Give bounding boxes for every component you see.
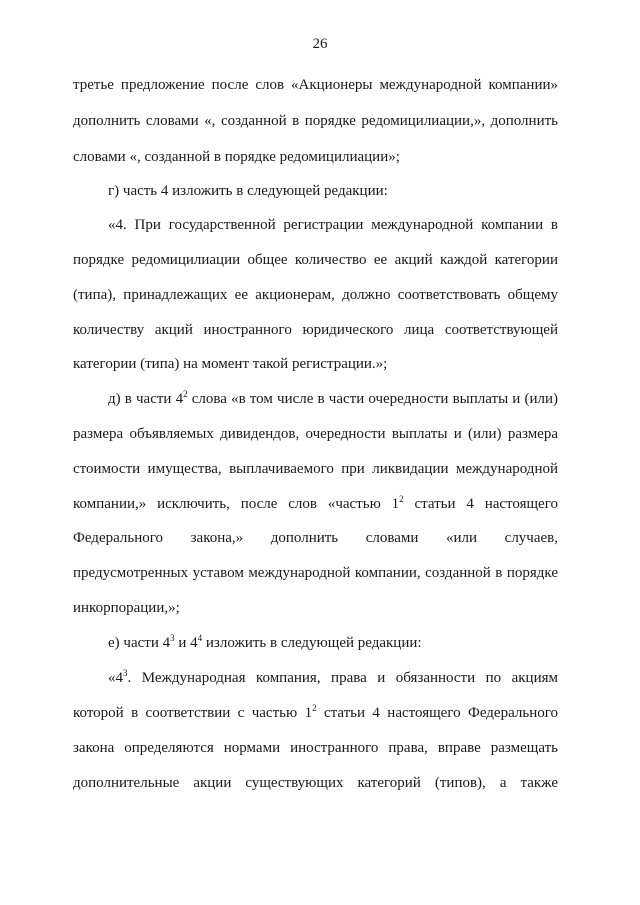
- text-segment: «4: [108, 670, 123, 686]
- text-line: размера объявляемых дивидендов, очередности выплаты и (или) размера: [73, 426, 558, 442]
- text-line: количеству акций иностранного юридического лица соответствующей: [73, 322, 558, 338]
- text-segment: статьи 4 настоящего: [403, 496, 558, 512]
- text-line: порядке редомицилиации общее количество ее акций каждой категории: [73, 252, 558, 268]
- superscript: 2: [399, 494, 404, 504]
- superscript: 3: [170, 633, 175, 643]
- text-line: предусмотренных уставом международной компании, созданной в порядке: [73, 565, 558, 581]
- text-segment: . Международная компания, права и обязанности по акциям: [127, 670, 558, 686]
- text-line: закона определяются нормами иностранного права, вправе размещать: [73, 740, 558, 756]
- superscript: 4: [197, 633, 203, 643]
- text-line: дополнить словами «, созданной в порядке редомицилиации,», дополнить: [73, 113, 558, 129]
- superscript: 3: [123, 668, 128, 678]
- text-segment: слова «в том числе в части очередности выплаты и (или): [187, 391, 558, 407]
- text-line: Федерального закона,» дополнить словами «или случаев,: [73, 530, 558, 546]
- text-line: [108, 390, 558, 408]
- text-segment: компании,» исключить, после слов «частью 1: [73, 496, 400, 512]
- text-line: словами «, созданной в порядке редомицилиации»;: [73, 149, 400, 165]
- superscript: 2: [312, 703, 317, 713]
- text-line: категории (типа) на момент такой регистрации.»;: [73, 356, 388, 372]
- text-line: (типа), принадлежащих ее акционерам, должно соответствовать общему: [73, 287, 558, 303]
- text-line: дополнительные акции существующих категорий (типов), а также: [73, 775, 558, 791]
- text-line: [73, 495, 558, 513]
- text-segment: и 4: [174, 635, 198, 651]
- text-line: [73, 704, 558, 722]
- text-segment: е) части 4: [108, 635, 171, 651]
- text-line: [108, 634, 558, 652]
- page-number: 26: [312, 36, 328, 52]
- superscript: 2: [183, 389, 188, 399]
- text-segment: статьи 4 настоящего Федерального: [316, 705, 559, 721]
- text-segment: которой в соответствии с частью 1: [73, 705, 313, 721]
- text-line: «4. При государственной регистрации международной компании в: [108, 217, 558, 233]
- text-line: [108, 669, 558, 687]
- text-segment: изложить в следующей редакции:: [202, 635, 422, 651]
- text-line: третье предложение после слов «Акционеры международной компании»: [73, 77, 558, 93]
- text-segment: д) в части 4: [108, 391, 184, 407]
- text-line: стоимости имущества, выплачиваемого при ликвидации международной: [73, 461, 558, 477]
- text-line: инкорпорации,»;: [73, 600, 180, 616]
- text-line: г) часть 4 изложить в следующей редакции:: [108, 183, 388, 199]
